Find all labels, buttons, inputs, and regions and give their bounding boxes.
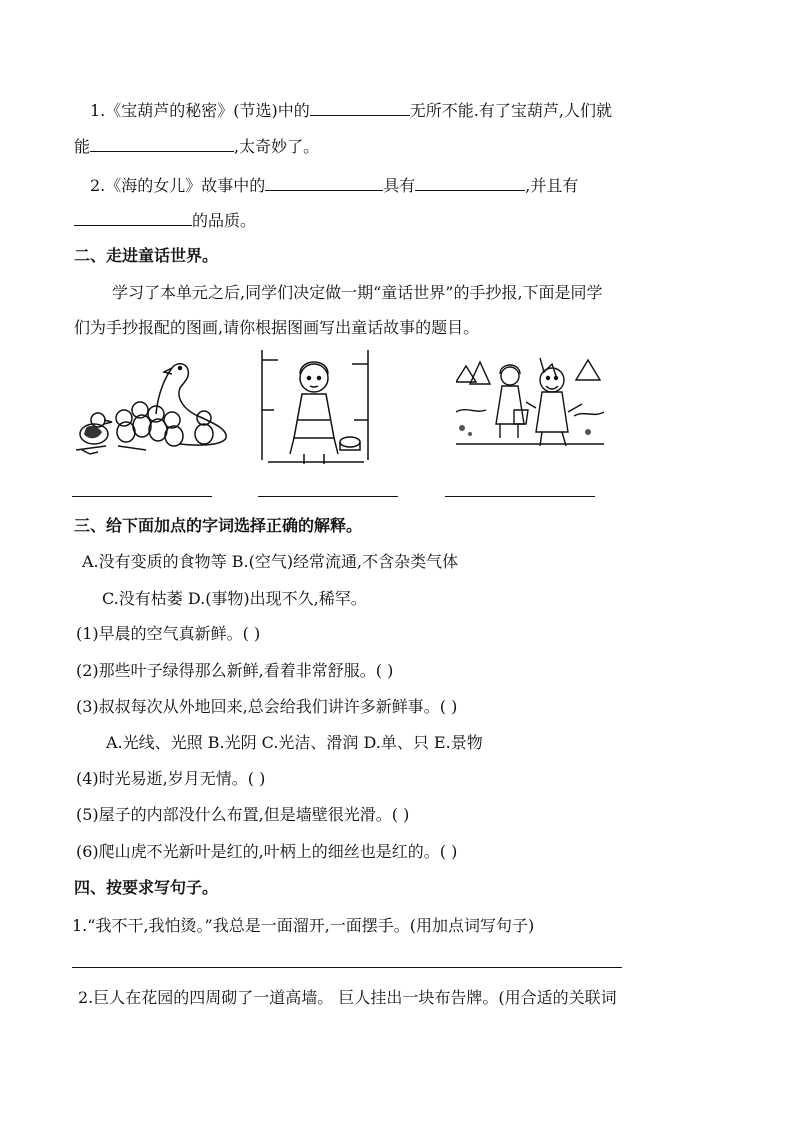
fill-question-1-line-1 [90,97,612,123]
fill-q2-blank-3[interactable] [74,207,192,226]
section-3-question-4: (4)时光易逝,岁月无情。( ) [76,769,266,788]
fill-q2-text-c: ,并且有 [525,176,579,195]
fill-q1-text-a: 1.《宝葫芦的秘密》(节选)中的 [90,101,310,120]
fill-q2-blank-1[interactable] [265,172,383,191]
fill-q1-text-c: 能 [74,137,91,156]
section-2-title: 二、走进童话世界。 [74,246,219,265]
picture-2-answer-line[interactable] [258,496,398,497]
section-3-question-1: (1)早晨的空气真新鲜。( ) [76,624,261,643]
section-2-paragraph-line-2: 们为手抄报配的图画,请你根据图画写出童话故事的题目。 [74,318,480,337]
section-2-paragraph-line-1: 学习了本单元之后,同学们决定做一期“童话世界”的手抄报,下面是同学 [112,283,603,302]
fill-q1-blank-1[interactable] [310,97,410,116]
section-3-question-3: (3)叔叔每次从外地回来,总会给我们讲许多新鲜事。( ) [76,697,458,716]
fill-question-2-line-2 [74,207,256,233]
fill-q2-blank-2[interactable] [415,172,525,191]
section-3-question-5: (5)屋子的内部没什么布置,但是墙壁很光滑。( ) [76,805,410,824]
section-3-options-line-1: A.没有变质的食物等 B.(空气)经常流通,不含杂类气体 [82,552,459,571]
fill-q1-blank-2[interactable] [90,133,234,152]
duck-family-illustration [76,354,234,464]
section-3-title: 三、给下面加点的字词选择正确的解释。 [74,516,363,535]
fill-q1-text-d: ,太奇妙了。 [234,137,320,156]
fill-q2-text-d: 的品质。 [192,211,257,230]
section-4-sentence-1: 1.“我不干,我怕烫。”我总是一面溜开,一面摆手。(用加点词写句子) [72,916,535,935]
fill-question-1-line-2 [74,133,319,159]
fill-question-2-line-1 [90,172,578,198]
section-4-title: 四、按要求写句子。 [74,878,219,897]
section-3-question-6: (6)爬山虎不光新叶是红的,叶柄上的细丝也是红的。( ) [76,842,458,861]
girl-and-wolf-illustration [456,352,604,452]
section-3-options-group-2: A.光线、光照 B.光阴 C.光洁、滑润 D.单、只 E.景物 [106,733,483,752]
fill-q2-text-a: 2.《海的女儿》故事中的 [90,176,266,195]
picture-1-answer-line[interactable] [72,496,212,497]
section-3-options-line-2: C.没有枯萎 D.(事物)出现不久,稀罕。 [102,589,367,608]
section-3-question-2: (2)那些叶子绿得那么新鲜,看着非常舒服。( ) [76,661,394,680]
fill-q2-text-b: 具有 [383,176,416,195]
sentence-1-answer-line[interactable] [72,967,622,968]
picture-3-answer-line[interactable] [445,496,595,497]
girl-with-hood-illustration [258,350,374,468]
section-4-sentence-2: 2.巨人在花园的四周砌了一道高墙。 巨人挂出一块布告牌。(用合适的关联词 [78,988,617,1007]
fill-q1-text-b: 无所不能.有了宝葫芦,人们就 [409,101,612,120]
